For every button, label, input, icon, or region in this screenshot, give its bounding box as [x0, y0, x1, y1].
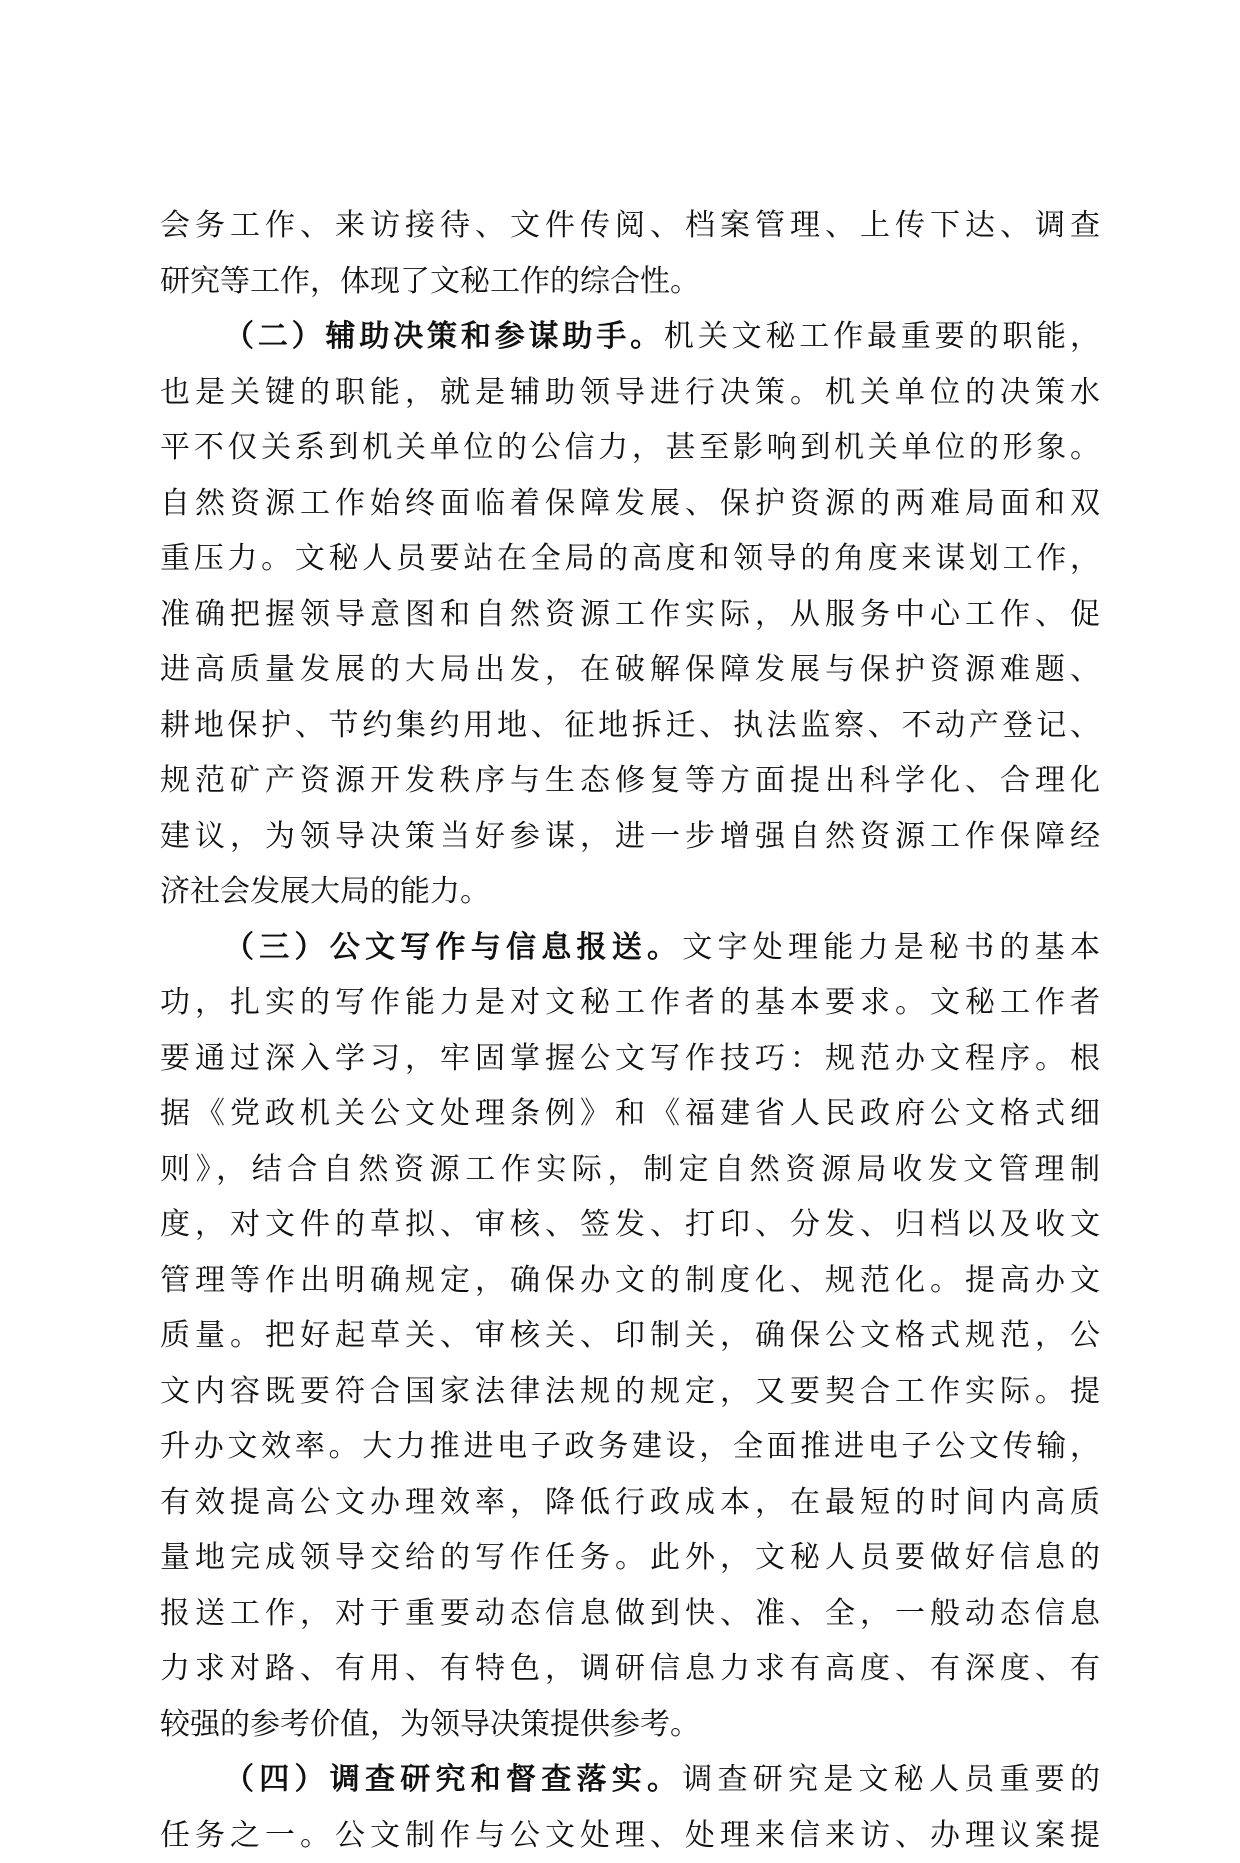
- paragraph-line: 规范矿产资源开发秩序与生态修复等方面提出科学化、合理化: [160, 753, 1100, 809]
- paragraph-line: 度，对文件的草拟、审核、签发、打印、分发、归档以及收文: [160, 1197, 1100, 1253]
- paragraph-line: 力求对路、有用、有特色，调研信息力求有高度、有深度、有: [160, 1641, 1100, 1697]
- paragraph-line: 报送工作，对于重要动态信息做到快、准、全，一般动态信息: [160, 1586, 1100, 1642]
- paragraph-line: 较强的参考价值，为领导决策提供参考。: [160, 1697, 1100, 1753]
- section-first-line: [160, 920, 1100, 976]
- section-heading-4: （四）调查研究和督查落实。: [224, 1762, 682, 1797]
- paragraph-line: 管理等作出明确规定，确保办文的制度化、规范化。提高办文: [160, 1253, 1100, 1309]
- section-heading-2: （二）辅助决策和参谋助手。: [224, 319, 664, 354]
- paragraph-line: 升办文效率。大力推进电子政务建设，全面推进电子公文传输，: [160, 1419, 1100, 1475]
- paragraph-line: 质量。把好起草关、审核关、印制关，确保公文格式规范，公: [160, 1308, 1100, 1364]
- paragraph-line: 则》，结合自然资源工作实际，制定自然资源局收发文管理制: [160, 1142, 1100, 1198]
- paragraph-line: 任务之一。公文制作与公文处理、处理来信来访、办理议案提: [160, 1808, 1100, 1863]
- paragraph-line: 耕地保护、节约集约用地、征地拆迁、执法监察、不动产登记、: [160, 698, 1100, 754]
- section-first-line: [160, 309, 1100, 365]
- paragraph-line: 研究等工作，体现了文秘工作的综合性。: [160, 254, 1100, 310]
- section-heading-3: （三）公文写作与信息报送。: [224, 930, 682, 965]
- paragraph-line: 会务工作、来访接待、文件传阅、档案管理、上传下达、调查: [160, 198, 1100, 254]
- paragraph-line: 功，扎实的写作能力是对文秘工作者的基本要求。文秘工作者: [160, 975, 1100, 1031]
- section-first-line: [160, 1752, 1100, 1808]
- paragraph-line: 要通过深入学习，牢固掌握公文写作技巧：规范办文程序。根: [160, 1031, 1100, 1087]
- paragraph-line: 济社会发展大局的能力。: [160, 864, 1100, 920]
- paragraph-line: 自然资源工作始终面临着保障发展、保护资源的两难局面和双: [160, 476, 1100, 532]
- paragraph-line: 也是关键的职能，就是辅助领导进行决策。机关单位的决策水: [160, 365, 1100, 421]
- paragraph-line: 文内容既要符合国家法律法规的规定，又要契合工作实际。提: [160, 1364, 1100, 1420]
- body-text: [160, 198, 1100, 1863]
- paragraph-line: 据《党政机关公文处理条例》和《福建省人民政府公文格式细: [160, 1086, 1100, 1142]
- section-first-line-text: 机关文秘工作最重要的职能，: [664, 319, 1100, 354]
- paragraph-line: 量地完成领导交给的写作任务。此外，文秘人员要做好信息的: [160, 1530, 1100, 1586]
- paragraph-line: 平不仅关系到机关单位的公信力，甚至影响到机关单位的形象。: [160, 420, 1100, 476]
- paragraph-line: 重压力。文秘人员要站在全局的高度和领导的角度来谋划工作，: [160, 531, 1100, 587]
- section-first-line-text: 文字处理能力是秘书的基本: [682, 930, 1100, 965]
- paragraph-line: 建议，为领导决策当好参谋，进一步增强自然资源工作保障经: [160, 809, 1100, 865]
- section-first-line-text: 调查研究是文秘人员重要的: [682, 1762, 1100, 1797]
- paragraph-line: 有效提高公文办理效率，降低行政成本，在最短的时间内高质: [160, 1475, 1100, 1531]
- paragraph-line: 准确把握领导意图和自然资源工作实际，从服务中心工作、促: [160, 587, 1100, 643]
- paragraph-line: 进高质量发展的大局出发，在破解保障发展与保护资源难题、: [160, 642, 1100, 698]
